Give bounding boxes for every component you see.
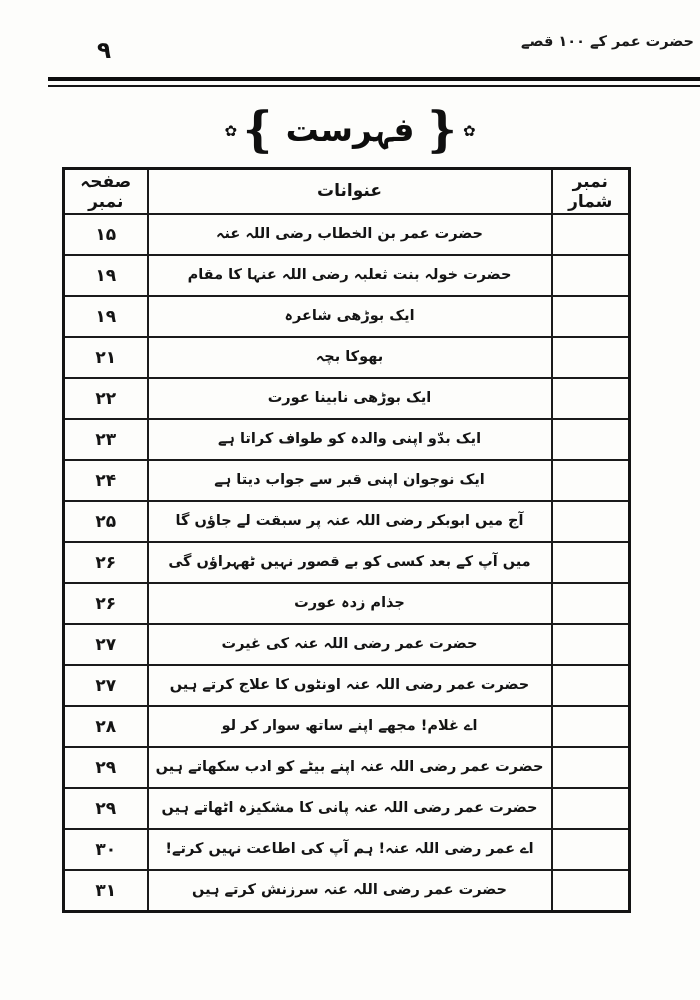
toc-row (64, 501, 630, 542)
toc-serial-cell (552, 214, 630, 255)
toc-title-cell: اے عمر رضی اللہ عنہ! ہم آپ کی اطاعت نہیں کرتے! (148, 829, 552, 870)
toc-title-cell: جذام زدہ عورت (148, 583, 552, 624)
toc-row (64, 583, 630, 624)
toc-serial-cell (552, 296, 630, 337)
toc-page-cell: ۲۸ (64, 706, 148, 747)
toc-page-cell: ۲۱ (64, 337, 148, 378)
page-heading-title: فہرست (285, 109, 415, 149)
toc-row (64, 255, 630, 296)
toc-title-cell: بھوکا بچہ (148, 337, 552, 378)
toc-page-cell: ۲۴ (64, 460, 148, 501)
page-heading (0, 98, 700, 160)
toc-title-cell: حضرت خولہ بنت ثعلبہ رضی اللہ عنہا کا مقام (148, 255, 552, 296)
rosette-ornament-icon: ✿ (462, 121, 476, 140)
toc-row (64, 624, 630, 665)
toc-row (64, 378, 630, 419)
header-rule-thick (48, 77, 700, 81)
toc-page-cell: ۲۷ (64, 665, 148, 706)
toc-serial-cell (552, 747, 630, 788)
toc-serial-cell (552, 624, 630, 665)
toc-page-cell: ۳۰ (64, 829, 148, 870)
toc-serial-cell (552, 870, 630, 912)
toc-title-cell: حضرت عمر رضی اللہ عنہ اونٹوں کا علاج کرتے ہیں (148, 665, 552, 706)
toc-page-cell: ۲۵ (64, 501, 148, 542)
toc-row (64, 870, 630, 912)
toc-row (64, 214, 630, 255)
toc-title-cell: حضرت عمر رضی اللہ عنہ پانی کا مشکیزہ اٹھاتے ہیں (148, 788, 552, 829)
toc-page-cell: ۲۳ (64, 419, 148, 460)
toc-serial-cell (552, 460, 630, 501)
toc-title-cell: اے غلام! مجھے اپنے ساتھ سوار کر لو (148, 706, 552, 747)
toc-title-cell: حضرت عمر رضی اللہ عنہ اپنے بیٹے کو ادب سکھاتے ہیں (148, 747, 552, 788)
toc-row (64, 419, 630, 460)
toc-serial-cell (552, 665, 630, 706)
toc-page-cell: ۳۱ (64, 870, 148, 912)
column-header-page: صفحہ نمبر (64, 169, 148, 215)
heading-bracket-open: ❴ (239, 100, 278, 158)
running-head-book-title: حضرت عمر کے ۱۰۰ قصے (521, 34, 694, 50)
toc-row (64, 337, 630, 378)
toc-page-cell: ۱۹ (64, 255, 148, 296)
toc-row (64, 296, 630, 337)
toc-serial-cell (552, 829, 630, 870)
toc-row (64, 542, 630, 583)
toc-title-cell: ایک بدّو اپنی والدہ کو طواف کراتا ہے (148, 419, 552, 460)
toc-serial-cell (552, 706, 630, 747)
folio-page-number: ۹ (97, 38, 112, 64)
toc-title-cell: حضرت عمر رضی اللہ عنہ سرزنش کرتے ہیں (148, 870, 552, 912)
toc-row (64, 706, 630, 747)
toc-row (64, 788, 630, 829)
toc-row (64, 665, 630, 706)
toc-title-cell: آج میں ابوبکر رضی اللہ عنہ پر سبقت لے جاؤں گا (148, 501, 552, 542)
toc-title-cell: حضرت عمر بن الخطاب رضی اللہ عنہ (148, 214, 552, 255)
toc-title-cell: حضرت عمر رضی اللہ عنہ کی غیرت (148, 624, 552, 665)
toc-serial-cell (552, 255, 630, 296)
toc-page-cell: ۲۲ (64, 378, 148, 419)
toc-page-cell: ۲۹ (64, 788, 148, 829)
toc-serial-cell (552, 419, 630, 460)
toc-page-cell: ۲۷ (64, 624, 148, 665)
column-header-titles: عنوانات (148, 169, 552, 215)
toc-row (64, 460, 630, 501)
toc-row (64, 829, 630, 870)
toc-title-cell: ایک بوڑھی نابینا عورت (148, 378, 552, 419)
table-of-contents (62, 167, 631, 913)
toc-serial-cell (552, 788, 630, 829)
toc-page-cell: ۱۵ (64, 214, 148, 255)
toc-row (64, 747, 630, 788)
toc-title-cell: میں آپ کے بعد کسی کو بے قصور نہیں ٹھہراؤں گی (148, 542, 552, 583)
heading-bracket-close: ❵ (422, 100, 461, 158)
toc-title-cell: ایک بوڑھی شاعرہ (148, 296, 552, 337)
rosette-ornament-icon: ✿ (224, 121, 238, 140)
toc-serial-cell (552, 583, 630, 624)
column-header-serial: نمبر شمار (552, 169, 630, 215)
toc-serial-cell (552, 501, 630, 542)
toc-header-row (64, 169, 630, 215)
toc-serial-cell (552, 337, 630, 378)
toc-serial-cell (552, 542, 630, 583)
toc-serial-cell (552, 378, 630, 419)
header-rule-thin (48, 85, 700, 87)
toc-page-cell: ۲۶ (64, 542, 148, 583)
toc-page-cell: ۲۹ (64, 747, 148, 788)
toc-title-cell: ایک نوجوان اپنی قبر سے جواب دیتا ہے (148, 460, 552, 501)
toc-page-cell: ۱۹ (64, 296, 148, 337)
toc-page-cell: ۲۶ (64, 583, 148, 624)
